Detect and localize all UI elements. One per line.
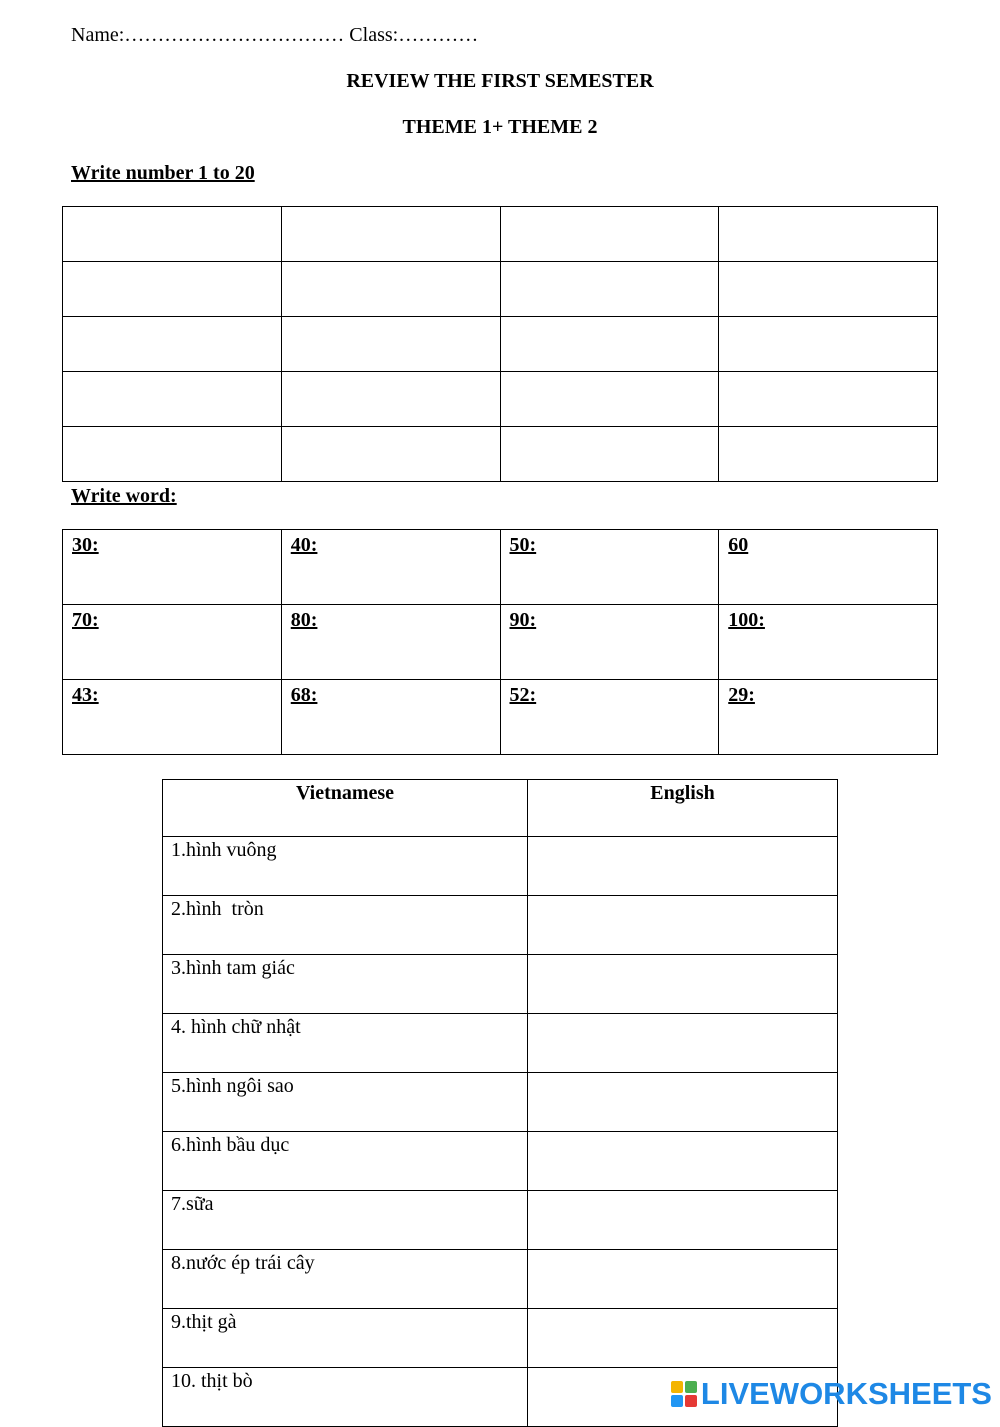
brand-text: LIVEWORKSHEETS <box>700 1376 992 1411</box>
number-answer-cell[interactable] <box>63 427 282 482</box>
write-word-cell[interactable]: 100: <box>719 605 938 680</box>
number-answer-cell[interactable] <box>281 207 500 262</box>
numbers-grid <box>62 206 938 482</box>
vocab-row <box>163 955 838 1014</box>
vocab-english-answer-cell[interactable] <box>528 1250 838 1309</box>
number-answer-cell[interactable] <box>719 372 938 427</box>
worksheet-subtitle: THEME 1+ THEME 2 <box>402 116 598 138</box>
vocab-row <box>163 1132 838 1191</box>
vocab-vietnamese-cell: 2.hình tròn <box>163 896 528 955</box>
number-answer-cell[interactable] <box>500 427 719 482</box>
write-word-cell[interactable]: 43: <box>63 680 282 755</box>
vocab-english-answer-cell[interactable] <box>528 1014 838 1073</box>
vocab-english-answer-cell[interactable] <box>528 1132 838 1191</box>
vocab-vietnamese-cell: 6.hình bầu dục <box>163 1132 528 1191</box>
vocab-english-answer-cell[interactable] <box>528 896 838 955</box>
vocab-english-answer-cell[interactable] <box>528 1191 838 1250</box>
vocab-vietnamese-cell: 9.thịt gà <box>163 1309 528 1368</box>
number-answer-cell[interactable] <box>719 207 938 262</box>
vocab-english-answer-cell[interactable] <box>528 837 838 896</box>
vocab-row <box>163 896 838 955</box>
vocab-row <box>163 1014 838 1073</box>
number-answer-cell[interactable] <box>63 372 282 427</box>
write-word-cell[interactable]: 90: <box>500 605 719 680</box>
number-answer-cell[interactable] <box>500 262 719 317</box>
liveworksheets-logo-icon <box>671 1381 697 1407</box>
vocab-header-row <box>163 780 838 837</box>
vocab-english-answer-cell[interactable] <box>528 955 838 1014</box>
write-word-row <box>63 680 938 755</box>
number-answer-cell[interactable] <box>500 207 719 262</box>
liveworksheets-logo <box>671 1376 992 1412</box>
vocab-header-english: English <box>528 780 838 837</box>
worksheet-title: REVIEW THE FIRST SEMESTER <box>346 70 654 92</box>
numbers-grid-row <box>63 317 938 372</box>
number-answer-cell[interactable] <box>719 262 938 317</box>
number-answer-cell[interactable] <box>63 262 282 317</box>
write-word-row <box>63 605 938 680</box>
vocab-header-vietnamese: Vietnamese <box>163 780 528 837</box>
write-word-cell[interactable]: 52: <box>500 680 719 755</box>
name-class-line: Name:…………………………… Class:………… <box>71 24 479 46</box>
write-word-table <box>62 529 938 755</box>
write-word-row <box>63 530 938 605</box>
vocab-row <box>163 1309 838 1368</box>
vocab-vietnamese-cell: 5.hình ngôi sao <box>163 1073 528 1132</box>
write-word-cell[interactable]: 30: <box>63 530 282 605</box>
vocab-vietnamese-cell: 1.hình vuông <box>163 837 528 896</box>
number-answer-cell[interactable] <box>281 427 500 482</box>
numbers-grid-row <box>63 207 938 262</box>
number-answer-cell[interactable] <box>281 372 500 427</box>
vocab-table <box>162 779 838 1427</box>
number-answer-cell[interactable] <box>719 427 938 482</box>
section-numbers-heading: Write number 1 to 20 <box>71 162 255 184</box>
vocab-row <box>163 837 838 896</box>
write-word-cell[interactable]: 80: <box>281 605 500 680</box>
vocab-row <box>163 1250 838 1309</box>
write-word-cell[interactable]: 29: <box>719 680 938 755</box>
number-answer-cell[interactable] <box>63 317 282 372</box>
vocab-vietnamese-cell: 8.nước ép trái cây <box>163 1250 528 1309</box>
vocab-vietnamese-cell: 7.sữa <box>163 1191 528 1250</box>
write-word-cell[interactable]: 40: <box>281 530 500 605</box>
numbers-grid-row <box>63 372 938 427</box>
write-word-cell[interactable]: 70: <box>63 605 282 680</box>
vocab-vietnamese-cell: 4. hình chữ nhật <box>163 1014 528 1073</box>
vocab-english-answer-cell[interactable] <box>528 1073 838 1132</box>
number-answer-cell[interactable] <box>500 372 719 427</box>
vocab-row <box>163 1191 838 1250</box>
vocab-row <box>163 1073 838 1132</box>
number-answer-cell[interactable] <box>63 207 282 262</box>
number-answer-cell[interactable] <box>281 262 500 317</box>
write-word-cell[interactable]: 50: <box>500 530 719 605</box>
vocab-english-answer-cell[interactable] <box>528 1309 838 1368</box>
number-answer-cell[interactable] <box>500 317 719 372</box>
write-word-cell[interactable]: 68: <box>281 680 500 755</box>
write-word-cell[interactable]: 60 <box>719 530 938 605</box>
number-answer-cell[interactable] <box>281 317 500 372</box>
section-words-heading: Write word: <box>71 485 177 507</box>
vocab-vietnamese-cell: 3.hình tam giác <box>163 955 528 1014</box>
numbers-grid-row <box>63 262 938 317</box>
numbers-grid-row <box>63 427 938 482</box>
number-answer-cell[interactable] <box>719 317 938 372</box>
vocab-vietnamese-cell: 10. thịt bò <box>163 1368 528 1427</box>
